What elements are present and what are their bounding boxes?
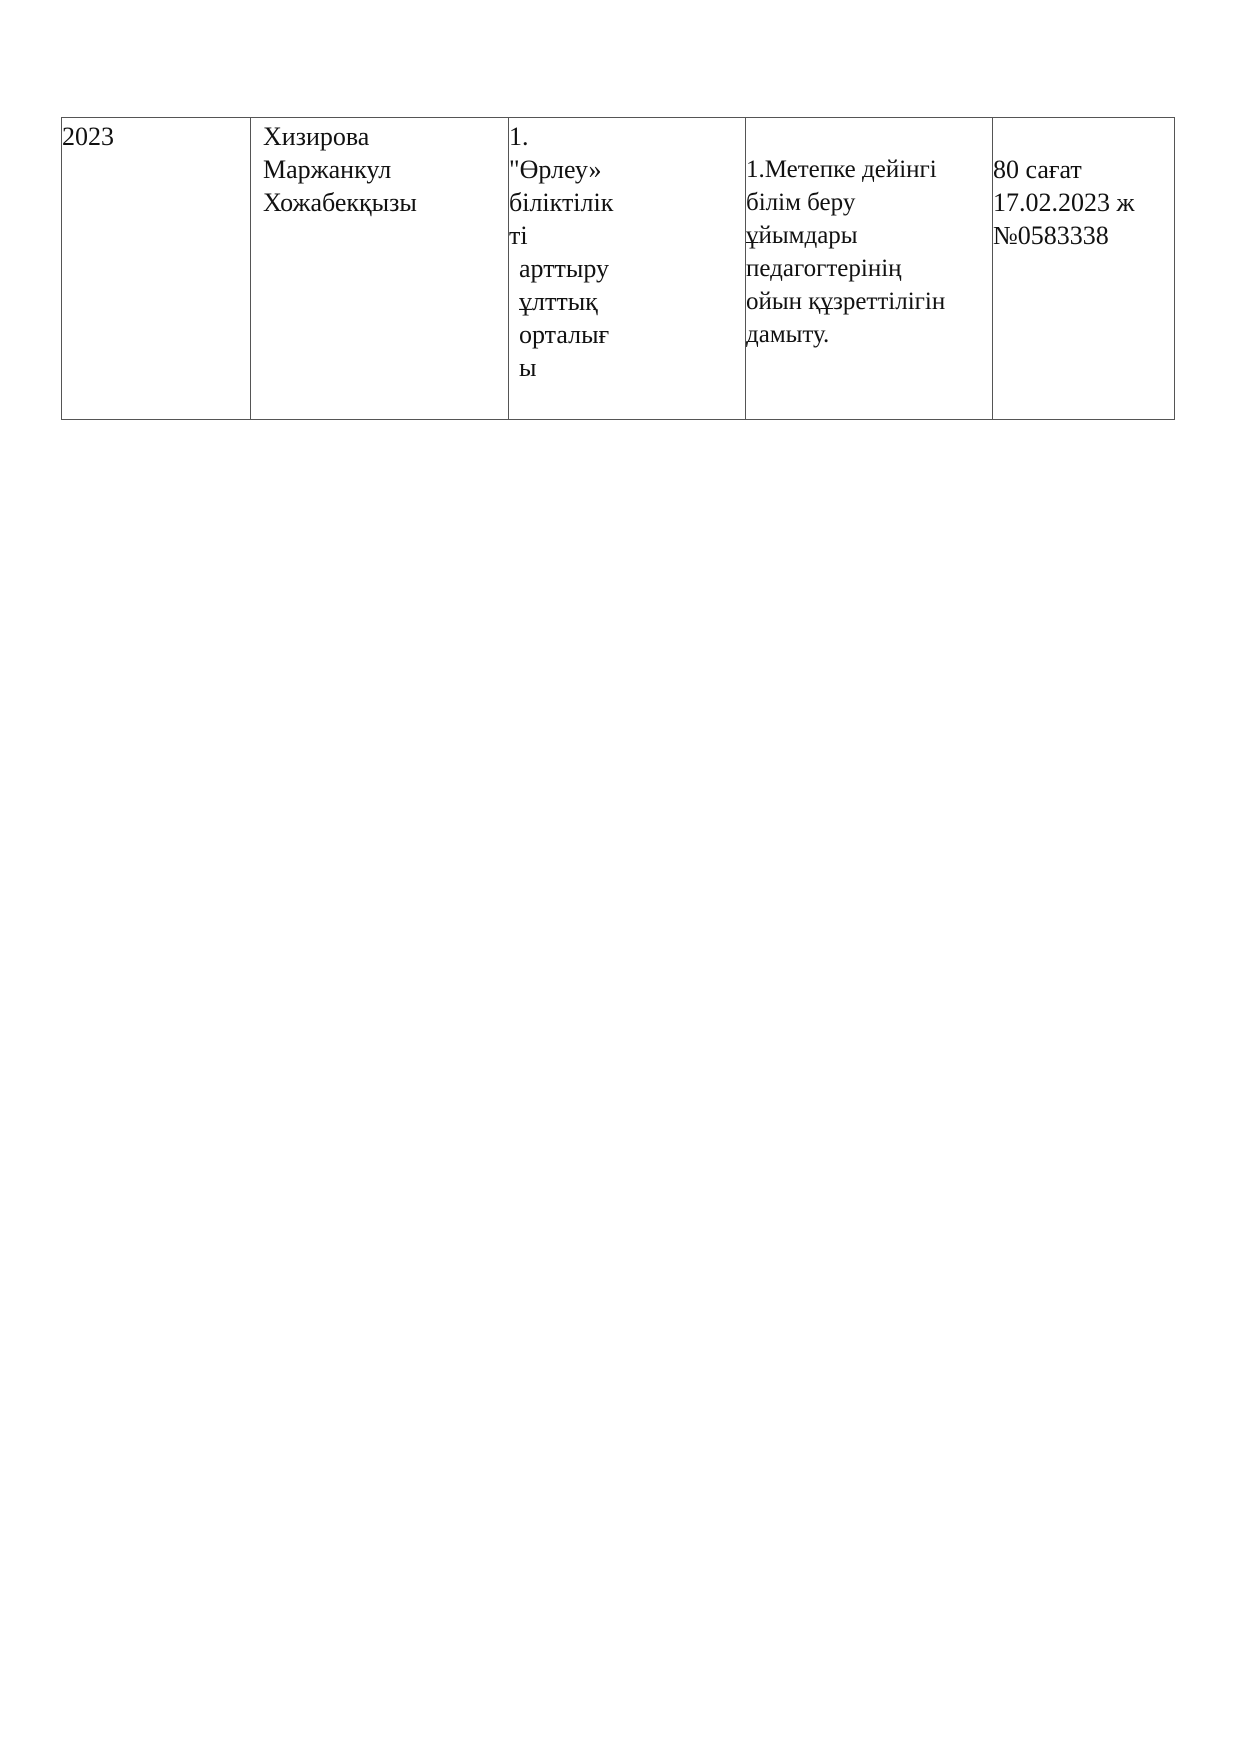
organization-line: орталығ (519, 320, 610, 349)
organization-line: "Өрлеу» (509, 155, 602, 184)
certificate-cell (993, 118, 1175, 420)
organization-line: 1. (509, 122, 529, 151)
organization-cell (509, 118, 746, 420)
name-line: Хизирова (263, 122, 370, 151)
certificate-line: 80 сағат (993, 155, 1082, 184)
name-line: Хожабекқызы (263, 188, 417, 217)
course-line: ұйымдары (746, 222, 858, 249)
organization-line: ті (509, 221, 528, 250)
organization-line: ұлттық (519, 287, 598, 316)
course-line: 1.Метепке дейінгі (746, 156, 937, 183)
year-text: 2023 (62, 122, 114, 151)
course-line: білім беру (746, 189, 856, 216)
name-cell (251, 118, 509, 420)
course-line: педагогтерінің (746, 255, 902, 282)
training-record-table (61, 117, 1175, 420)
year-cell (62, 118, 251, 420)
course-cell (746, 118, 993, 420)
table-row (62, 118, 1175, 420)
course-line: дамыту. (746, 321, 830, 348)
organization-line: арттыру (519, 254, 610, 283)
organization-line: ы (519, 353, 537, 382)
certificate-line: 17.02.2023 ж (993, 188, 1135, 217)
course-line: ойын құзреттілігін (746, 288, 946, 315)
name-line: Маржанкул (263, 155, 392, 184)
organization-line: біліктілік (509, 188, 614, 217)
certificate-line: №0583338 (993, 221, 1109, 250)
